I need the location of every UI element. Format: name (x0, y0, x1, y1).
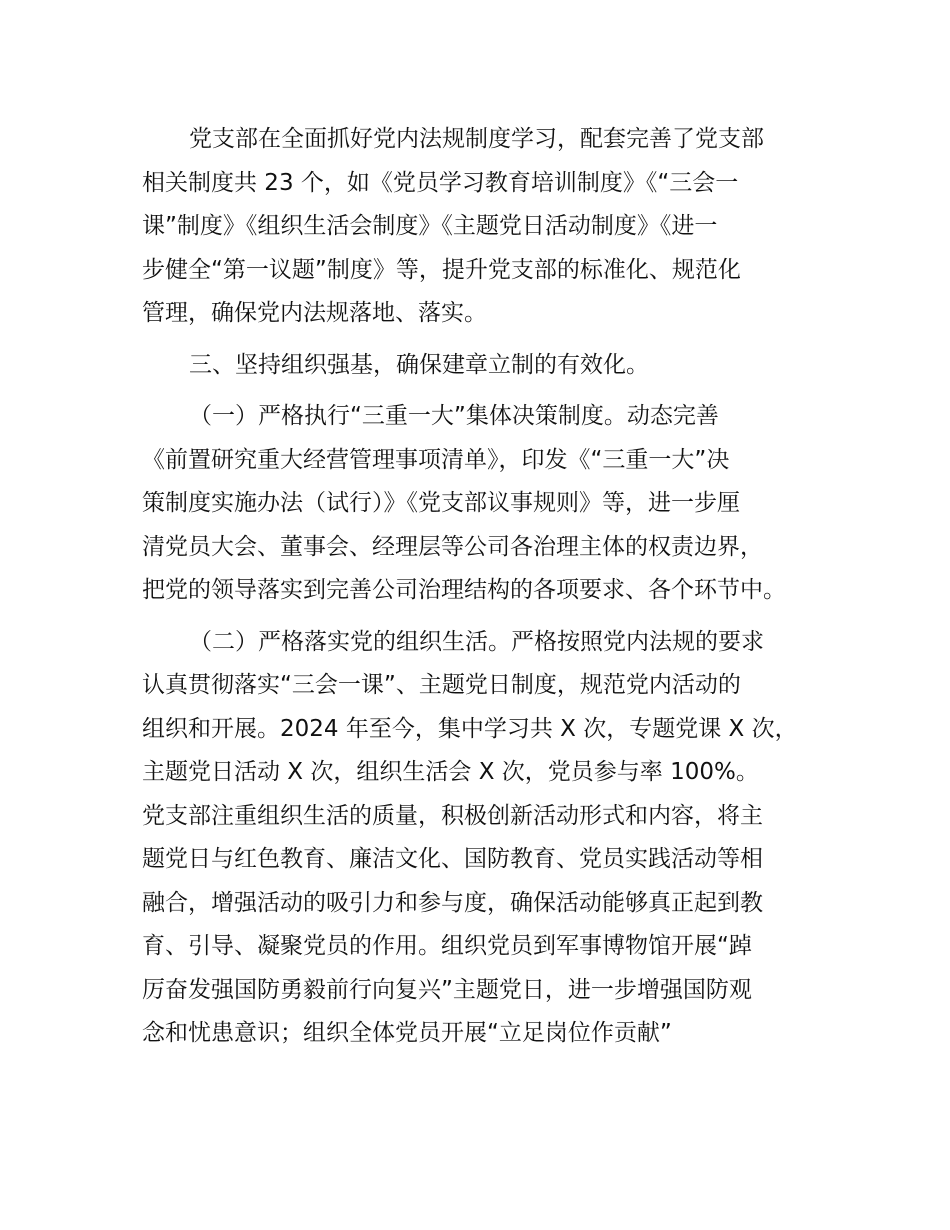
text-line: 育、引导、凝聚党员的作用。组织党员到军事博物馆开展“踔 (142, 933, 752, 959)
text-line: 步健全“第一议题”制度》等，提升党支部的标准化、规范化 (142, 256, 741, 283)
paragraph-party-regulations (142, 118, 842, 336)
text-line: 念和忧患意识；组织全体党员开展“立足岗位作贡献” (142, 1020, 672, 1046)
text-line: 管理，确保党内法规落地、落实。 (142, 300, 487, 326)
text-line: 把党的领导落实到完善公司治理结构的各项要求、各个环节中。 (142, 577, 786, 603)
paragraph-organization-life (142, 621, 842, 1056)
document-body (142, 118, 842, 1056)
text-line: 党支部在全面抓好党内法规制度学习，配套完善了党支部 (189, 126, 764, 152)
text-line: 认真贯彻落实“三会一课”、主题党日制度，规范党内活动的 (142, 672, 741, 698)
text-line: 《前置研究重大经营管理事项清单》，印发《“三重一大”决 (142, 446, 730, 473)
heading-line: 三、坚持组织强基，确保建章立制的有效化。 (189, 351, 649, 378)
text-line: 相关制度共 23 个，如《党员学习教育培训制度》《“三会一 (142, 169, 739, 196)
text-line: 策制度实施办法（试行）》《党支部议事规则》等，进一步厘 (142, 490, 740, 516)
text-line: 融合，增强活动的吸引力和参与度，确保活动能够真正起到教 (142, 889, 763, 916)
text-line: （二）严格落实党的组织生活。严格按照党内法规的要求 (189, 628, 764, 655)
paragraph-decision-system (142, 395, 842, 613)
text-line: （一）严格执行“三重一大”集体决策制度。动态完善 (189, 403, 719, 429)
text-line: 题党日与红色教育、廉洁文化、国防教育、党员实践活动等相 (142, 846, 763, 872)
text-line: 主题党日活动 X 次，组织生活会 X 次，党员参与率 100%。 (142, 759, 759, 785)
text-line: 课”制度》《组织生活会制度》《主题党日活动制度》《进一 (142, 213, 718, 239)
section-heading-three (142, 344, 842, 388)
text-line: 清党员大会、董事会、经理层等公司各治理主体的权责边界， (142, 533, 763, 560)
text-line: 党支部注重组织生活的质量，积极创新活动形式和内容，将主 (142, 802, 763, 829)
text-line: 组织和开展。2024 年至今，集中学习共 X 次，专题党课 X 次， (142, 715, 798, 742)
text-line: 厉奋发强国防勇毅前行向复兴”主题党日，进一步增强国防观 (142, 976, 752, 1003)
